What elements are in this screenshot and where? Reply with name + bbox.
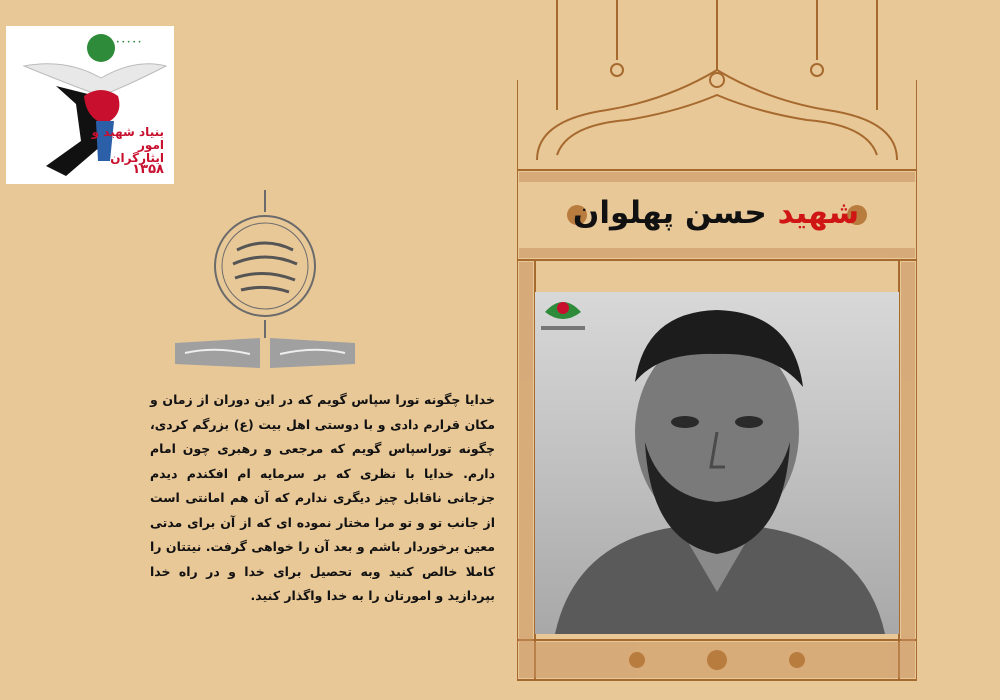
page-title <box>540 187 892 239</box>
title-name: حسن پهلوان <box>572 195 767 231</box>
title-prefix: شهید <box>777 195 860 231</box>
watermark-badge-icon <box>535 292 591 336</box>
martyr-portrait-photo <box>535 292 899 634</box>
calligraphy-emblem <box>175 188 355 378</box>
calligraphy-emblem-icon <box>175 188 355 378</box>
logo-name: بنیاد شهید و امور ایثارگران <box>91 125 164 165</box>
martyr-portrait <box>535 292 899 634</box>
bonyad-shahid-logo <box>6 26 174 184</box>
testament-text: خدایا چگونه تورا سپاس گویم که در این دوران از زمان و مکان قرارم دادی و با دوستی اهل بیت (ع) بزرگم کردی، چگونه توراسپاس گویم که مرجعی و رهبری چون امام دارم. خدایا با نظری که بر سرمایه ام افکندم دیدم جزجانی ناقابل چیز دیگری ندارم که آن هم امانتی است از جانب تو و تو مرا مختار نموده ای که از آن برای مدتی معین برخوردار باشم و بعد آن را خواهی گرفت. نیتتان را کاملا خالص کنید وبه تحصیل برای خدا و در راه خدا بپردازید و امورتان را به خدا واگذار کنید. <box>150 392 495 603</box>
logo-year: ۱۳۵۸ <box>132 162 164 177</box>
svg-text:• • • • •: • • • • • <box>116 39 142 46</box>
